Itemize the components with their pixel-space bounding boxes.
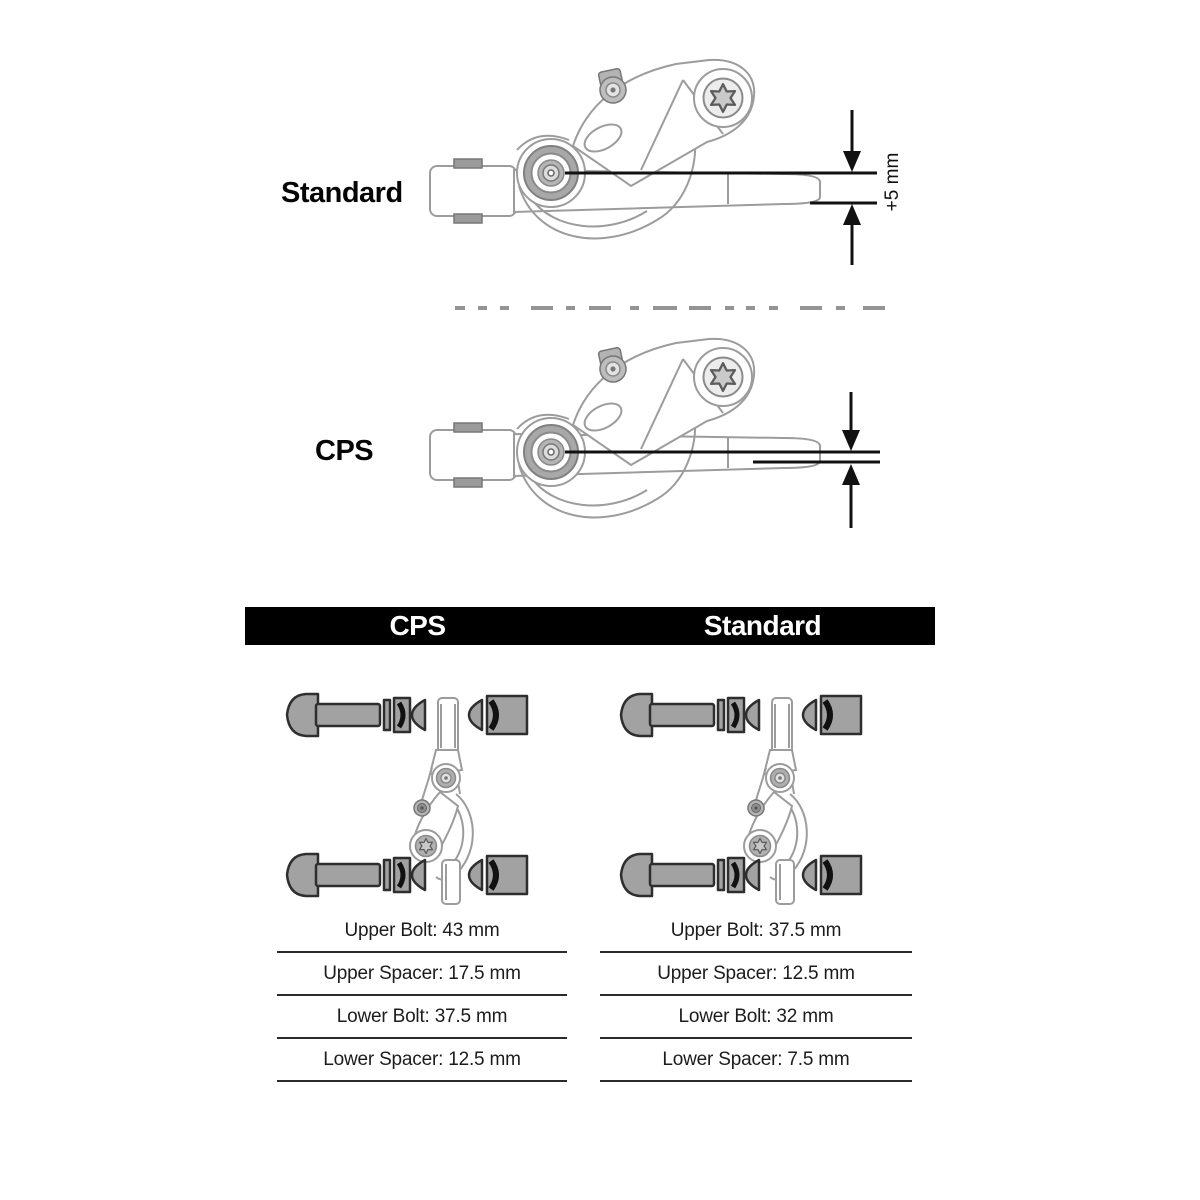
spec-upper-bolt: Upper Bolt: 37.5 mm [600,910,912,953]
up-arrow-icon [843,204,861,225]
spec-lower-bolt: Lower Bolt: 32 mm [600,996,912,1039]
standard-offset-value: +5 mm [882,152,903,212]
spec-lower-bolt: Lower Bolt: 37.5 mm [277,996,567,1039]
spec-upper-bolt: Upper Bolt: 43 mm [277,910,567,953]
header-cell-standard: Standard [703,610,822,641]
upper-bolt-hardware-row [621,694,861,736]
standard-exploded-hardware-diagram [612,688,878,923]
upper-bolt-hardware-row [287,694,527,736]
spec-upper-spacer: Upper Spacer: 17.5 mm [277,953,567,996]
cps-spec-list [277,910,567,1082]
cps-exploded-hardware-diagram [278,688,544,923]
header-cell-cps: CPS [389,610,446,641]
spec-lower-spacer: Lower Spacer: 7.5 mm [600,1039,912,1082]
spec-lower-spacer: Lower Spacer: 12.5 mm [277,1039,567,1082]
up-arrow-icon [842,464,860,485]
down-arrow-icon [842,430,860,451]
lower-bolt-hardware-row [287,854,527,896]
standard-figure-label: Standard [281,177,403,209]
spec-upper-spacer: Upper Spacer: 12.5 mm [600,953,912,996]
down-arrow-icon [843,151,861,172]
cps-figure-label: CPS [315,435,374,467]
lower-bolt-hardware-row [621,854,861,896]
cps-offset-measurement [555,385,905,560]
standard-offset-measurement [555,95,905,280]
comparison-table-header [245,607,935,645]
standard-spec-list [600,910,912,1082]
dashed-divider-line [452,303,897,313]
